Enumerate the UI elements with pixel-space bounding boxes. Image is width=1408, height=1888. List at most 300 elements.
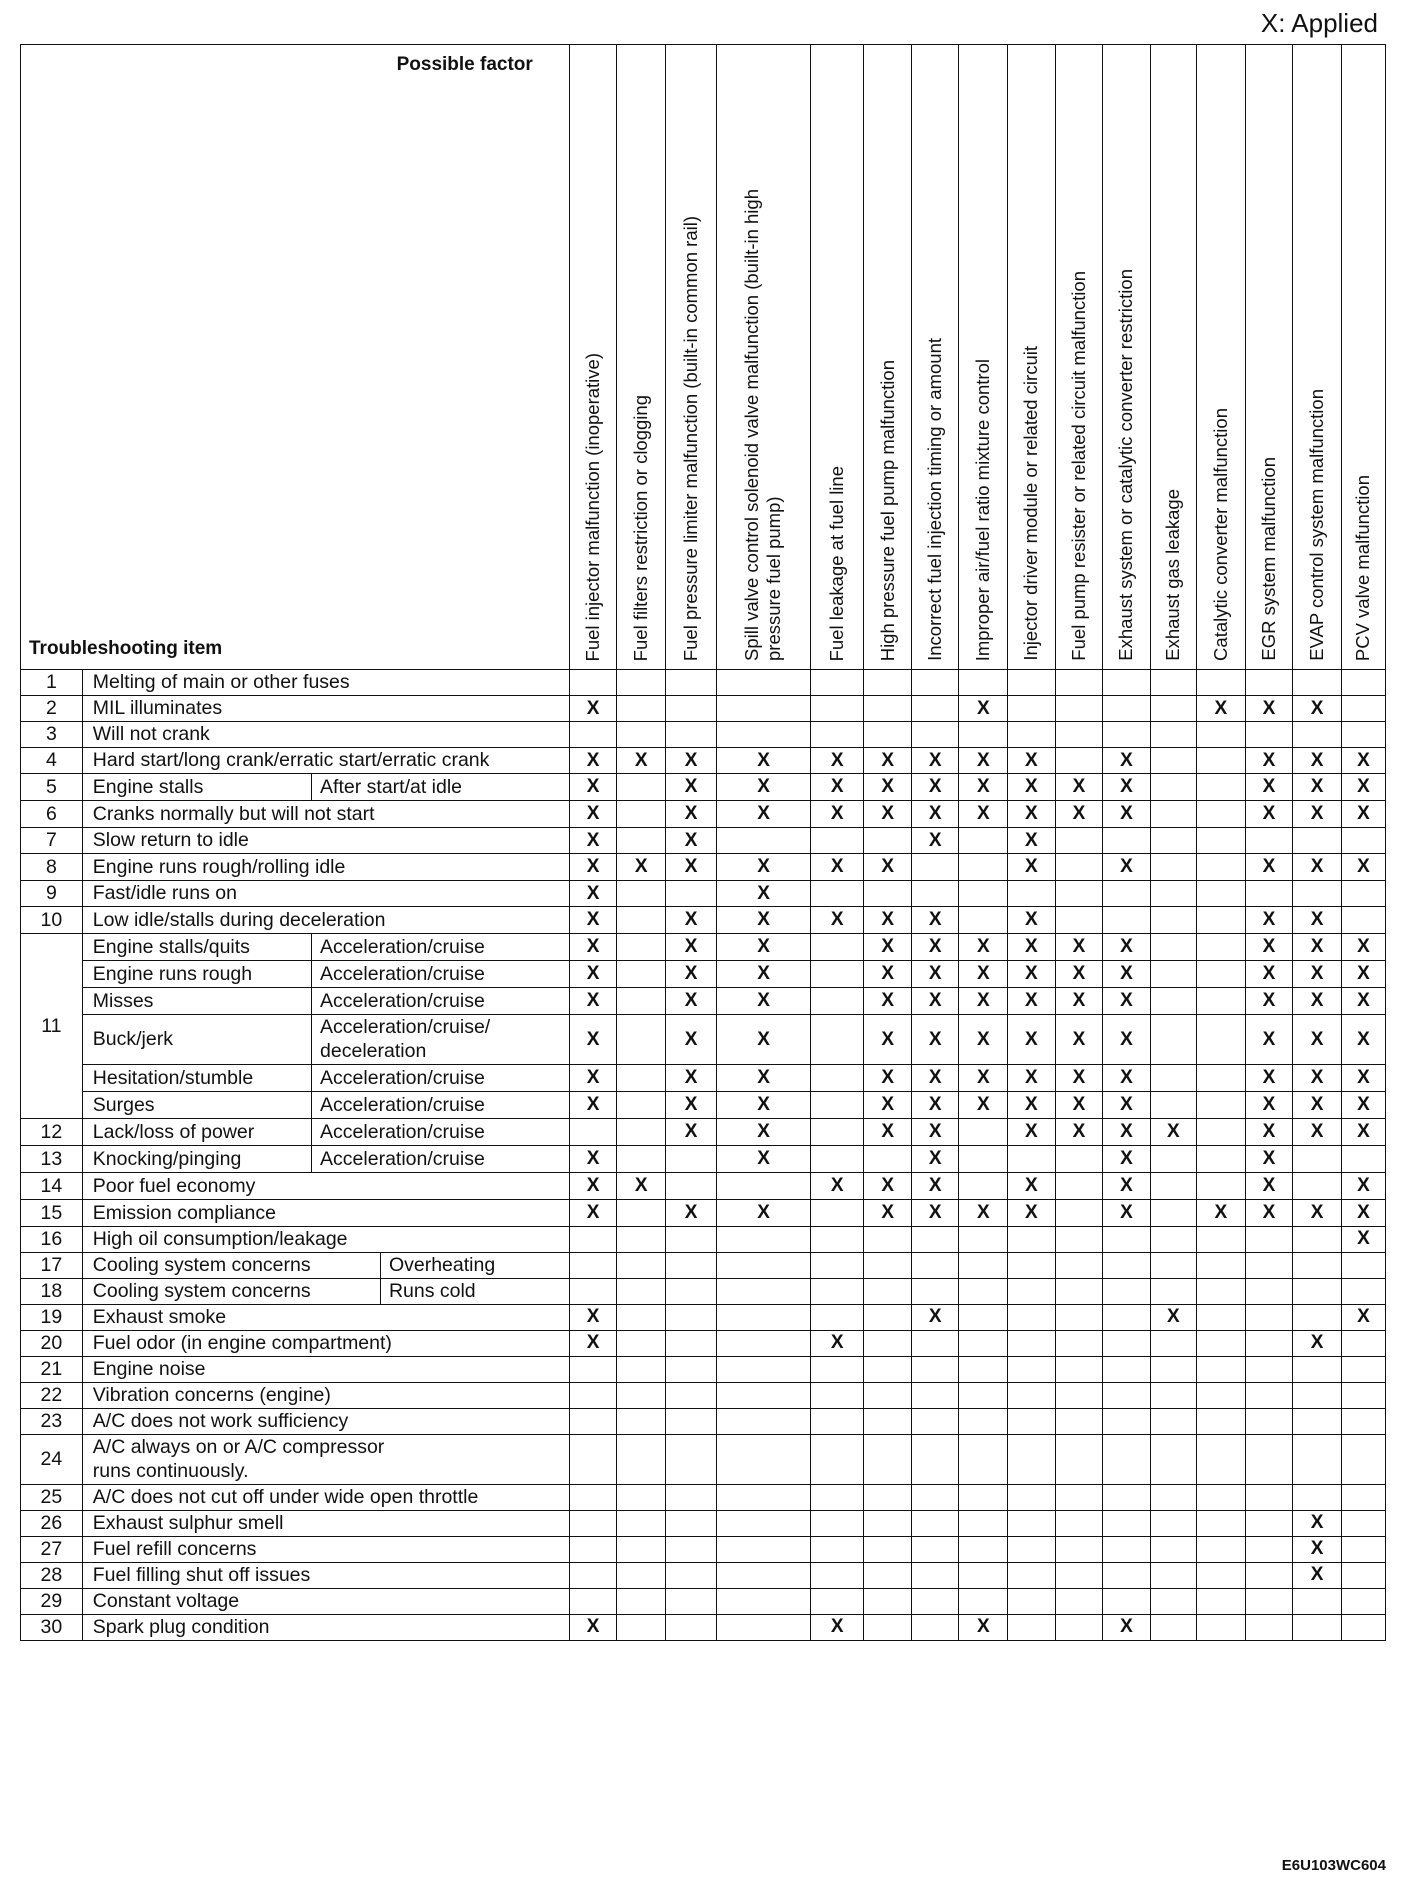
empty-cell: [1150, 1588, 1196, 1614]
troubleshooting-table: [20, 44, 1386, 1641]
empty-cell: [1293, 722, 1342, 748]
empty-cell: [1197, 1382, 1246, 1408]
empty-cell: [1197, 1356, 1246, 1382]
troubleshooting-item: Lack/loss of power: [82, 1118, 311, 1145]
empty-cell: [617, 1536, 666, 1562]
empty-cell: [1150, 1226, 1196, 1252]
applied-mark: X: [959, 961, 1008, 988]
empty-cell: [1103, 670, 1151, 696]
empty-cell: [810, 934, 863, 961]
row-number: 20: [21, 1330, 83, 1356]
row-number: 15: [21, 1199, 83, 1226]
applied-mark: X: [864, 1172, 912, 1199]
applied-mark: X: [1103, 748, 1151, 774]
empty-cell: [717, 1356, 811, 1382]
applied-mark: X: [1103, 988, 1151, 1015]
empty-cell: [617, 934, 666, 961]
empty-cell: [1055, 1172, 1103, 1199]
empty-cell: [1150, 988, 1196, 1015]
applied-mark: X: [1245, 1199, 1293, 1226]
applied-mark: X: [569, 934, 617, 961]
empty-cell: [1197, 1588, 1246, 1614]
empty-cell: [1341, 1510, 1385, 1536]
factor-label: Improper air/fuel ratio mixture control: [972, 358, 994, 661]
empty-cell: [1293, 1382, 1342, 1408]
applied-mark: X: [959, 1015, 1008, 1065]
condition-label: Acceleration/cruise: [312, 934, 570, 961]
row-number: 23: [21, 1408, 83, 1434]
empty-cell: [1341, 1408, 1385, 1434]
table-row: [21, 1064, 1386, 1091]
empty-cell: [1150, 748, 1196, 774]
empty-cell: [1150, 1145, 1196, 1172]
applied-mark: X: [959, 1199, 1008, 1226]
table-row: [21, 722, 1386, 748]
troubleshooting-item: Engine stalls/quits: [82, 934, 311, 961]
empty-cell: [1197, 1510, 1246, 1536]
empty-cell: [1150, 1484, 1196, 1510]
empty-cell: [810, 1588, 863, 1614]
empty-cell: [617, 801, 666, 828]
applied-mark: X: [666, 934, 717, 961]
empty-cell: [569, 1588, 617, 1614]
empty-cell: [617, 1199, 666, 1226]
empty-cell: [1055, 1510, 1103, 1536]
empty-cell: [1197, 907, 1246, 934]
empty-cell: [1008, 1562, 1056, 1588]
troubleshooting-item: A/C does not work sufficiency: [82, 1408, 569, 1434]
table-row: [21, 1330, 1386, 1356]
empty-cell: [810, 1434, 863, 1484]
applied-mark: X: [1245, 934, 1293, 961]
empty-cell: [911, 670, 959, 696]
table-row: [21, 1252, 1386, 1278]
applied-mark: X: [569, 1330, 617, 1356]
applied-mark: X: [1008, 961, 1056, 988]
applied-mark: X: [1293, 801, 1342, 828]
applied-mark: X: [1245, 854, 1293, 881]
empty-cell: [864, 1226, 912, 1252]
empty-cell: [1197, 1562, 1246, 1588]
empty-cell: [717, 1278, 811, 1304]
applied-mark: X: [1293, 1091, 1342, 1118]
troubleshooting-item: Hesitation/stumble: [82, 1064, 311, 1091]
applied-mark: X: [569, 907, 617, 934]
table-row: [21, 934, 1386, 961]
empty-cell: [1150, 907, 1196, 934]
table-row: [21, 907, 1386, 934]
empty-cell: [959, 1588, 1008, 1614]
applied-mark: X: [1008, 1199, 1056, 1226]
empty-cell: [1150, 801, 1196, 828]
row-number: 3: [21, 722, 83, 748]
header-corner: [21, 45, 570, 670]
empty-cell: [1055, 722, 1103, 748]
troubleshooting-item: Constant voltage: [82, 1588, 569, 1614]
table-row: [21, 1408, 1386, 1434]
factor-header-3: [666, 45, 717, 670]
troubleshooting-item: Vibration concerns (engine): [82, 1382, 569, 1408]
empty-cell: [1150, 1330, 1196, 1356]
empty-cell: [717, 1252, 811, 1278]
empty-cell: [617, 828, 666, 854]
troubleshooting-item: Engine runs rough/rolling idle: [82, 854, 569, 881]
empty-cell: [959, 1562, 1008, 1588]
applied-mark: X: [1008, 1015, 1056, 1065]
empty-cell: [617, 1356, 666, 1382]
empty-cell: [1150, 722, 1196, 748]
empty-cell: [911, 1562, 959, 1588]
empty-cell: [569, 1118, 617, 1145]
condition-label: Acceleration/cruise: [312, 1091, 570, 1118]
table-row: [21, 1199, 1386, 1226]
empty-cell: [1341, 828, 1385, 854]
applied-mark: X: [1103, 854, 1151, 881]
applied-mark: X: [569, 1091, 617, 1118]
empty-cell: [1150, 1434, 1196, 1484]
applied-mark: X: [717, 1118, 811, 1145]
empty-cell: [1103, 1588, 1151, 1614]
empty-cell: [959, 1252, 1008, 1278]
empty-cell: [1245, 722, 1293, 748]
empty-cell: [717, 1408, 811, 1434]
empty-cell: [717, 1588, 811, 1614]
condition-label: After start/at idle: [312, 774, 570, 801]
applied-mark: X: [569, 1614, 617, 1640]
applied-mark: X: [959, 934, 1008, 961]
row-number: 1: [21, 670, 83, 696]
empty-cell: [1103, 881, 1151, 907]
applied-mark: X: [1055, 801, 1103, 828]
empty-cell: [864, 1382, 912, 1408]
empty-cell: [810, 1356, 863, 1382]
troubleshooting-item: Surges: [82, 1091, 311, 1118]
troubleshooting-item: Engine noise: [82, 1356, 569, 1382]
factor-header-14: [1245, 45, 1293, 670]
empty-cell: [959, 1145, 1008, 1172]
empty-cell: [617, 1510, 666, 1536]
applied-mark: X: [1103, 1614, 1151, 1640]
empty-cell: [1293, 1278, 1342, 1304]
empty-cell: [1103, 1510, 1151, 1536]
empty-cell: [959, 1304, 1008, 1330]
applied-mark: X: [1103, 774, 1151, 801]
table-row: [21, 1536, 1386, 1562]
factor-label: Catalytic converter malfunction: [1209, 408, 1231, 661]
empty-cell: [1150, 696, 1196, 722]
applied-mark: X: [1341, 1199, 1385, 1226]
applied-mark: X: [1103, 934, 1151, 961]
empty-cell: [1293, 1614, 1342, 1640]
empty-cell: [569, 1226, 617, 1252]
empty-cell: [959, 828, 1008, 854]
applied-mark: X: [1293, 1118, 1342, 1145]
empty-cell: [911, 854, 959, 881]
row-number: 29: [21, 1588, 83, 1614]
empty-cell: [1150, 934, 1196, 961]
troubleshooting-item: Will not crank: [82, 722, 569, 748]
empty-cell: [1055, 1252, 1103, 1278]
empty-cell: [810, 1091, 863, 1118]
applied-mark: X: [1341, 1118, 1385, 1145]
applied-mark: X: [1008, 748, 1056, 774]
troubleshooting-chart: [20, 44, 1386, 1641]
empty-cell: [911, 1408, 959, 1434]
empty-cell: [717, 1382, 811, 1408]
applied-mark: X: [1293, 1510, 1342, 1536]
empty-cell: [810, 1562, 863, 1588]
factor-header-6: [864, 45, 912, 670]
row-number: 6: [21, 801, 83, 828]
empty-cell: [959, 722, 1008, 748]
empty-cell: [1055, 881, 1103, 907]
applied-mark: X: [911, 801, 959, 828]
empty-cell: [810, 1382, 863, 1408]
table-row: [21, 1015, 1386, 1065]
applied-mark: X: [717, 1064, 811, 1091]
empty-cell: [1197, 881, 1246, 907]
applied-mark: X: [810, 774, 863, 801]
empty-cell: [911, 1484, 959, 1510]
row-number: 13: [21, 1145, 83, 1172]
condition-label: Acceleration/cruise: [312, 1145, 570, 1172]
empty-cell: [1341, 1434, 1385, 1484]
factor-label: Injector driver module or related circuit: [1020, 346, 1042, 661]
empty-cell: [911, 881, 959, 907]
applied-mark: X: [810, 854, 863, 881]
empty-cell: [1245, 1330, 1293, 1356]
applied-mark: X: [1293, 961, 1342, 988]
empty-cell: [617, 1015, 666, 1065]
empty-cell: [810, 1118, 863, 1145]
applied-mark: X: [810, 748, 863, 774]
applied-mark: X: [1293, 854, 1342, 881]
applied-mark: X: [1293, 1562, 1342, 1588]
row-number: 30: [21, 1614, 83, 1640]
table-row: [21, 1118, 1386, 1145]
applied-mark: X: [1008, 1118, 1056, 1145]
empty-cell: [569, 1408, 617, 1434]
empty-cell: [1293, 1484, 1342, 1510]
applied-mark: X: [959, 988, 1008, 1015]
empty-cell: [1245, 881, 1293, 907]
troubleshooting-item: Buck/jerk: [82, 1015, 311, 1065]
empty-cell: [617, 1091, 666, 1118]
empty-cell: [1103, 1356, 1151, 1382]
applied-mark: X: [1293, 907, 1342, 934]
empty-cell: [959, 1408, 1008, 1434]
applied-mark: X: [666, 801, 717, 828]
applied-mark: X: [666, 828, 717, 854]
empty-cell: [810, 828, 863, 854]
applied-mark: X: [1103, 1199, 1151, 1226]
empty-cell: [864, 1278, 912, 1304]
empty-cell: [617, 1588, 666, 1614]
applied-mark: X: [1103, 1145, 1151, 1172]
condition-label: Acceleration/cruise: [312, 988, 570, 1015]
factor-label: Exhaust system or catalytic converter restriction: [1115, 269, 1137, 661]
empty-cell: [1245, 1434, 1293, 1484]
applied-mark: X: [1245, 1091, 1293, 1118]
empty-cell: [810, 1226, 863, 1252]
row-number: 24: [21, 1434, 83, 1484]
empty-cell: [911, 722, 959, 748]
applied-mark: X: [1055, 961, 1103, 988]
applied-mark: X: [569, 801, 617, 828]
empty-cell: [666, 1252, 717, 1278]
table-row: [21, 1588, 1386, 1614]
empty-cell: [959, 854, 1008, 881]
empty-cell: [1150, 1091, 1196, 1118]
empty-cell: [717, 1434, 811, 1484]
applied-mark: X: [717, 1145, 811, 1172]
applied-mark: X: [864, 854, 912, 881]
empty-cell: [864, 1484, 912, 1510]
empty-cell: [1008, 1588, 1056, 1614]
empty-cell: [1197, 1145, 1246, 1172]
applied-mark: X: [1150, 1118, 1196, 1145]
empty-cell: [1055, 1484, 1103, 1510]
empty-cell: [1103, 1536, 1151, 1562]
empty-cell: [617, 696, 666, 722]
empty-cell: [1341, 1278, 1385, 1304]
empty-cell: [1103, 1484, 1151, 1510]
empty-cell: [666, 1145, 717, 1172]
table-row: [21, 854, 1386, 881]
empty-cell: [1245, 1278, 1293, 1304]
empty-cell: [959, 1484, 1008, 1510]
applied-mark: X: [959, 748, 1008, 774]
applied-mark: X: [810, 801, 863, 828]
empty-cell: [1055, 907, 1103, 934]
empty-cell: [810, 1015, 863, 1065]
empty-cell: [617, 907, 666, 934]
empty-cell: [911, 1614, 959, 1640]
empty-cell: [1245, 1408, 1293, 1434]
row-number: 8: [21, 854, 83, 881]
applied-mark: X: [1245, 1118, 1293, 1145]
empty-cell: [864, 828, 912, 854]
empty-cell: [617, 1408, 666, 1434]
applied-mark: X: [810, 907, 863, 934]
empty-cell: [864, 722, 912, 748]
applied-mark: X: [666, 854, 717, 881]
applied-mark: X: [666, 1199, 717, 1226]
empty-cell: [1103, 828, 1151, 854]
row-number: 22: [21, 1382, 83, 1408]
troubleshooting-item: Engine runs rough: [82, 961, 311, 988]
empty-cell: [666, 1356, 717, 1382]
applied-mark: X: [666, 748, 717, 774]
applied-mark: X: [959, 801, 1008, 828]
applied-mark: X: [959, 696, 1008, 722]
applied-mark: X: [717, 961, 811, 988]
applied-mark: X: [911, 748, 959, 774]
empty-cell: [1008, 1382, 1056, 1408]
factor-header-11: [1103, 45, 1151, 670]
empty-cell: [1150, 828, 1196, 854]
applied-mark: X: [1245, 1172, 1293, 1199]
empty-cell: [1055, 1588, 1103, 1614]
empty-cell: [864, 881, 912, 907]
applied-mark: X: [1245, 748, 1293, 774]
applied-mark: X: [1293, 774, 1342, 801]
empty-cell: [1197, 1434, 1246, 1484]
troubleshooting-item: Fast/idle runs on: [82, 881, 569, 907]
empty-cell: [864, 1614, 912, 1640]
applied-mark: X: [1103, 1091, 1151, 1118]
empty-cell: [1293, 1252, 1342, 1278]
empty-cell: [959, 907, 1008, 934]
empty-cell: [1055, 1614, 1103, 1640]
empty-cell: [911, 1382, 959, 1408]
empty-cell: [717, 696, 811, 722]
empty-cell: [1341, 670, 1385, 696]
condition-label: Runs cold: [380, 1278, 569, 1304]
empty-cell: [810, 988, 863, 1015]
empty-cell: [1197, 1614, 1246, 1640]
empty-cell: [1150, 1172, 1196, 1199]
troubleshooting-item: Slow return to idle: [82, 828, 569, 854]
troubleshooting-item-label: Troubleshooting item: [29, 638, 223, 660]
empty-cell: [1245, 1588, 1293, 1614]
empty-cell: [1103, 1226, 1151, 1252]
factor-header-4: [717, 45, 811, 670]
troubleshooting-item: Fuel odor (in engine compartment): [82, 1330, 569, 1356]
empty-cell: [1055, 696, 1103, 722]
applied-mark: X: [864, 748, 912, 774]
empty-cell: [717, 1330, 811, 1356]
empty-cell: [1150, 1536, 1196, 1562]
applied-mark: X: [666, 961, 717, 988]
empty-cell: [666, 670, 717, 696]
empty-cell: [569, 722, 617, 748]
empty-cell: [1293, 828, 1342, 854]
applied-mark: X: [864, 1118, 912, 1145]
applied-mark: X: [1008, 801, 1056, 828]
troubleshooting-item: Melting of main or other fuses: [82, 670, 569, 696]
empty-cell: [1008, 670, 1056, 696]
empty-cell: [617, 1145, 666, 1172]
table-row: [21, 961, 1386, 988]
table-row: [21, 881, 1386, 907]
row-number: 21: [21, 1356, 83, 1382]
applied-mark: X: [717, 934, 811, 961]
empty-cell: [1055, 1536, 1103, 1562]
row-number: 25: [21, 1484, 83, 1510]
table-row: [21, 1172, 1386, 1199]
troubleshooting-item: Cooling system concerns: [82, 1278, 380, 1304]
applied-mark: X: [1008, 1091, 1056, 1118]
table-row: [21, 1356, 1386, 1382]
applied-mark: X: [911, 907, 959, 934]
applied-mark: X: [717, 881, 811, 907]
applied-mark: X: [1245, 1064, 1293, 1091]
empty-cell: [1008, 1145, 1056, 1172]
applied-mark: X: [1293, 1536, 1342, 1562]
applied-mark: X: [1245, 988, 1293, 1015]
table-row: [21, 748, 1386, 774]
empty-cell: [1245, 1226, 1293, 1252]
empty-cell: [911, 1356, 959, 1382]
document-code: E6U103WC604: [1281, 1857, 1386, 1874]
applied-mark: X: [911, 1064, 959, 1091]
condition-label: Acceleration/cruise: [312, 961, 570, 988]
applied-mark: X: [1341, 774, 1385, 801]
empty-cell: [1197, 934, 1246, 961]
empty-cell: [717, 1562, 811, 1588]
empty-cell: [1341, 1614, 1385, 1640]
